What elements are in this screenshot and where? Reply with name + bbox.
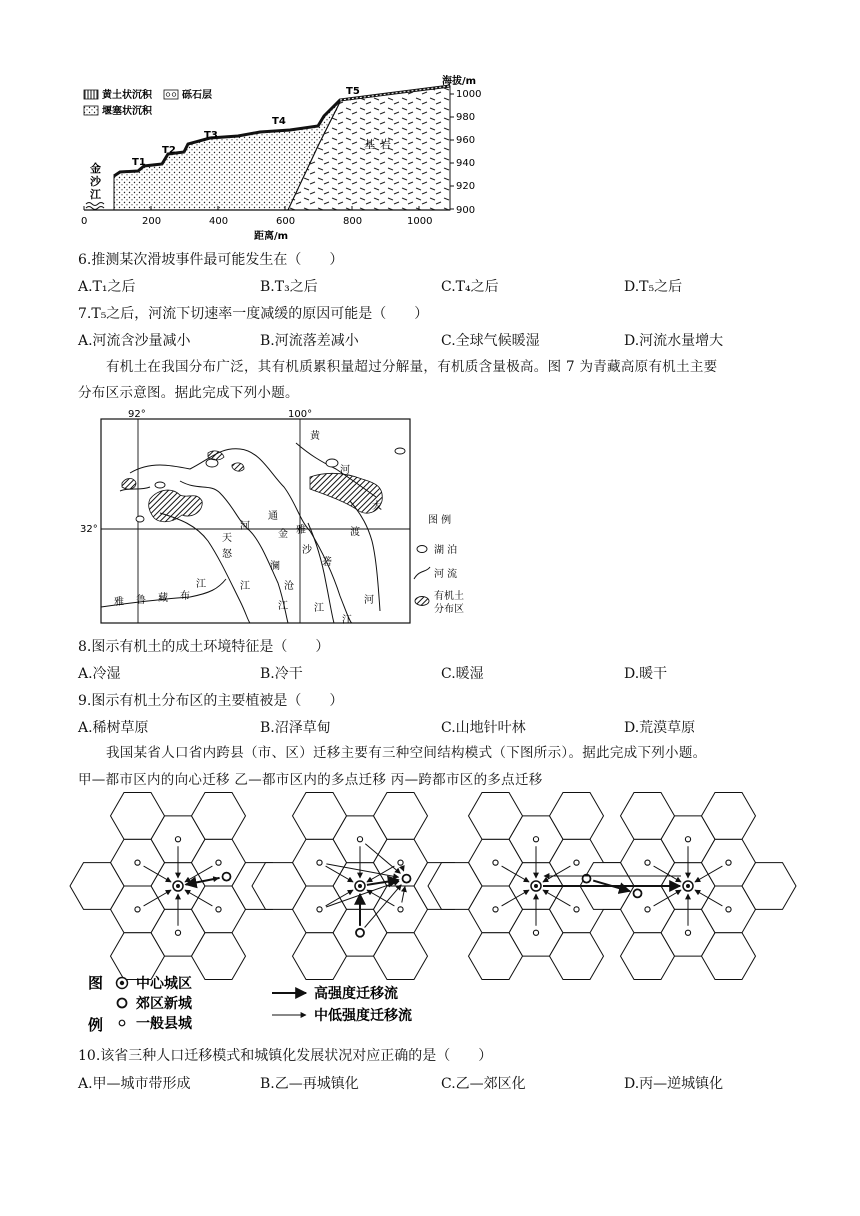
county-town-marker xyxy=(357,837,362,842)
q10-option-b[interactable]: B.乙—再城镇化 xyxy=(260,1076,359,1092)
river-name-yarlung-5: 江 xyxy=(196,579,206,590)
q6-stem: 6.推测某次滑坡事件最可能发生在（ ） xyxy=(78,252,344,268)
y-tick: 1000 xyxy=(456,89,482,100)
map-legend-title: 图 例 xyxy=(428,515,452,526)
legend-central-city-label: 中心城区 xyxy=(136,976,192,992)
county-town-marker xyxy=(645,860,650,865)
legend-loess-label: 黄土状沉积 xyxy=(102,90,152,101)
river-label-1: 金 xyxy=(90,162,101,175)
x-tick: 800 xyxy=(343,216,363,227)
suburban-town-marker xyxy=(634,889,642,897)
river-name-jinsha-1: 金 xyxy=(278,529,288,540)
terrace-label-t5: T5 xyxy=(346,86,360,97)
q9-option-b[interactable]: B.沼泽草甸 xyxy=(260,720,331,736)
county-town-marker xyxy=(216,907,221,912)
county-town-marker xyxy=(533,930,538,935)
legend-lake-icon xyxy=(417,546,427,553)
q6-option-d[interactable]: D.T₅之后 xyxy=(624,279,683,295)
y-tick: 960 xyxy=(456,135,476,146)
county-town-marker xyxy=(317,860,322,865)
legend-county-icon xyxy=(119,1020,125,1026)
x-tick: 0 xyxy=(81,216,88,227)
q10-option-d[interactable]: D.丙—逆城镇化 xyxy=(624,1076,724,1092)
legend-suburban-label: 郊区新城 xyxy=(136,996,192,1012)
y-tick: 940 xyxy=(456,158,476,169)
river-name-yarlung-4: 布 xyxy=(180,591,190,602)
legend-low-flow-label: 中低强度迁移流 xyxy=(314,1008,412,1024)
y-tick: 900 xyxy=(456,205,476,216)
legend-suburban-icon xyxy=(118,999,127,1008)
river-name-yarlung-2: 鲁 xyxy=(136,595,146,606)
q8-option-b[interactable]: B.冷干 xyxy=(260,666,303,682)
x-tick: 200 xyxy=(142,216,162,227)
legend-river-label: 河 流 xyxy=(434,569,458,580)
legend-county-label: 一般县城 xyxy=(136,1016,192,1032)
q7-option-d[interactable]: D.河流水量增大 xyxy=(624,333,724,349)
legend-organic-label-2: 分布区 xyxy=(434,604,464,615)
q7-option-b[interactable]: B.河流落差减小 xyxy=(260,333,359,349)
intro3-line1: 我国某省人口省内跨县（市、区）迁移主要有三种空间结构模式（下图所示）。据此完成下列小题。 xyxy=(106,745,707,761)
river-name-dadu-1: 大 xyxy=(372,501,382,512)
river-name-yalong-2: 砻 xyxy=(322,557,332,568)
river-name-huanghe-1: 黄 xyxy=(310,431,320,442)
x-axis-title: 距离/m xyxy=(254,231,289,242)
q9-option-d[interactable]: D.荒漠草原 xyxy=(624,720,696,736)
q7-stem: 7.T₅之后，河流下切速率一度减缓的原因可能是（ ） xyxy=(78,306,429,322)
q6-option-a[interactable]: A.T₁之后 xyxy=(78,279,136,295)
q8-option-a[interactable]: A.冷湿 xyxy=(78,666,121,682)
q9-option-c[interactable]: C.山地针叶林 xyxy=(441,720,526,736)
river-name-tongtian-1: 通 xyxy=(268,511,278,522)
lon-label-100: 100° xyxy=(288,409,313,420)
county-town-marker xyxy=(493,860,498,865)
lat-label-32: 32° xyxy=(80,524,98,535)
q10-option-a[interactable]: A.甲—城市带形成 xyxy=(78,1076,191,1092)
hex-legend-side-2: 例 xyxy=(88,1016,104,1034)
county-town-marker xyxy=(135,860,140,865)
q8-stem: 8.图示有机土的成土环境特征是（ ） xyxy=(78,639,330,655)
river-name-nu-1: 怒 xyxy=(222,549,232,560)
river-label-3: 江 xyxy=(90,188,101,201)
county-town-marker xyxy=(685,837,690,842)
migration-model-figure xyxy=(80,806,780,1038)
x-tick: 600 xyxy=(276,216,296,227)
y-tick: 920 xyxy=(456,181,476,192)
intro3-line2: 甲—都市区内的向心迁移 乙—都市区内的多点迁移 丙—跨都市区的多点迁移 xyxy=(78,772,543,788)
county-town-marker xyxy=(175,930,180,935)
terrace-label-t2: T2 xyxy=(162,145,176,156)
legend-dammed-swatch xyxy=(84,106,98,115)
terrace-profile-figure xyxy=(78,76,498,246)
q6-option-c[interactable]: C.T₄之后 xyxy=(441,279,499,295)
y-axis-title: 海拔/m xyxy=(442,76,477,87)
county-town-marker xyxy=(398,907,403,912)
county-town-marker xyxy=(216,860,221,865)
river-name-tongtian-2: 天 xyxy=(222,533,232,544)
river-name-dadu-3: 河 xyxy=(364,595,374,606)
terrace-label-t3: T3 xyxy=(204,130,218,141)
river-name-dadu-2: 渡 xyxy=(350,527,360,538)
x-tick: 1000 xyxy=(407,216,433,227)
river-name-jinsha-3: 江 xyxy=(314,603,324,614)
legend-gravel-label: 砾石层 xyxy=(182,90,212,101)
q9-option-a[interactable]: A.稀树草原 xyxy=(78,720,149,736)
county-town-marker xyxy=(574,860,579,865)
county-town-marker xyxy=(533,837,538,842)
q8-option-c[interactable]: C.暖湿 xyxy=(441,666,484,682)
terrace-label-t1: T1 xyxy=(132,157,146,168)
intro2-line2: 分布区示意图。据此完成下列小题。 xyxy=(78,385,299,401)
suburban-town-marker xyxy=(356,929,364,937)
river-name-lancang-3: 江 xyxy=(278,601,288,612)
x-tick: 400 xyxy=(209,216,229,227)
county-town-marker xyxy=(574,907,579,912)
q10-option-c[interactable]: C.乙—郊区化 xyxy=(441,1076,526,1092)
river-name-lancang-1: 澜 xyxy=(270,561,280,572)
legend-loess-swatch xyxy=(84,90,98,99)
bedrock-label-2: 岩 xyxy=(380,138,391,151)
river-label-2: 沙 xyxy=(90,175,101,188)
legend-dammed-label: 堰塞状沉积 xyxy=(102,106,152,117)
y-tick: 980 xyxy=(456,112,476,123)
hex-legend-side-1: 图 xyxy=(88,974,104,992)
migration-flow-arrow xyxy=(403,869,404,871)
river-name-nu-2: 江 xyxy=(240,581,250,592)
q7-option-a[interactable]: A.河流含沙量减小 xyxy=(78,333,191,349)
county-town-marker xyxy=(175,837,180,842)
legend-organic-soil-icon xyxy=(415,597,429,606)
river-name-jinsha-2: 沙 xyxy=(302,545,312,556)
y-axis-ticks xyxy=(450,89,481,216)
county-town-marker xyxy=(493,907,498,912)
river-name-yarlung-3: 藏 xyxy=(158,593,168,604)
legend-organic-label-1: 有机土 xyxy=(434,591,464,602)
county-town-marker xyxy=(135,907,140,912)
q8-option-d[interactable]: D.暖干 xyxy=(624,666,668,682)
county-town-marker xyxy=(317,907,322,912)
q9-stem: 9.图示有机土分布区的主要植被是（ ） xyxy=(78,693,344,709)
county-town-marker xyxy=(726,907,731,912)
county-town-marker xyxy=(398,860,403,865)
lon-label-92: 92° xyxy=(128,409,146,420)
suburban-town-marker xyxy=(223,873,231,881)
river-name-yalong-3: 江 xyxy=(342,615,352,626)
q7-option-c[interactable]: C.全球气候暖湿 xyxy=(441,333,540,349)
river-name-huanghe-2: 河 xyxy=(340,465,350,476)
county-town-marker xyxy=(726,860,731,865)
river-name-yarlung-1: 雅 xyxy=(114,597,124,608)
county-town-marker xyxy=(645,907,650,912)
legend-high-flow-label: 高强度迁移流 xyxy=(314,986,398,1002)
organic-soil-map-figure xyxy=(80,409,480,633)
q6-option-b[interactable]: B.T₃之后 xyxy=(260,279,318,295)
river-name-tongtian-3: 河 xyxy=(240,521,250,532)
suburban-town-marker xyxy=(403,875,411,883)
terrace-label-t4: T4 xyxy=(272,116,286,127)
river-name-lancang-2: 沧 xyxy=(284,581,294,592)
legend-river-icon xyxy=(414,567,430,579)
bedrock-label-1: 基 xyxy=(364,138,375,151)
county-town-marker xyxy=(685,930,690,935)
legend-lake-label: 湖 泊 xyxy=(434,545,458,556)
intro2-line1: 有机土在我国分布广泛，其有机质累积量超过分解量，有机质含量极高。图 7 为青藏高原有机土主要 xyxy=(106,359,718,375)
river-name-yalong-1: 雅 xyxy=(296,525,306,536)
q10-stem: 10.该省三种人口迁移模式和城镇化发展状况对应正确的是（ ） xyxy=(78,1048,493,1064)
